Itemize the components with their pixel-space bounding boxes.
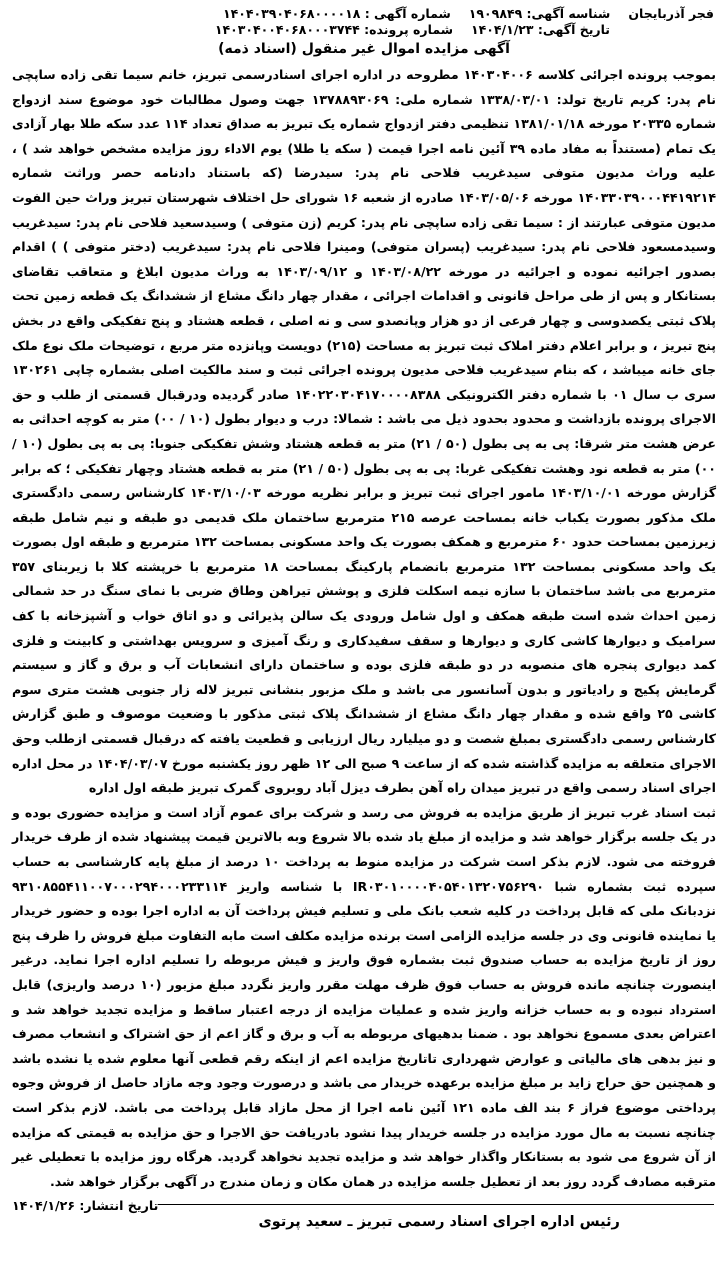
paragraph-conditions-text: ثبت اسناد غرب تبریز از طریق مزایده به فروش می رسد و شرکت برای عموم آزاد است و مزایده حضوری بوده و در یک جلسه برگزار خواهد شد و مزایده از مبلغ یاد شده بالا شروع وبه بالاترین قیمت پیشنهاد شده از طرف خریدار فروخته می شود. لازم بذکر است شرکت در مزایده منوط به پرداخت ۱۰ درصد از مبلغ پایه کارشناسی به حساب سپرده ثبت بشماره شبا IR۰۳۰۱۰۰۰۰۴۰۵۴۰۱۳۲۰۷۵۶۲۹۰ با شناسه واریز ۹۳۱۰۸۵۵۴۱۱۰۰۷۰۰۰۲۹۴۰۰۰۲۳۳۱۱۴ نزدبانک ملی که قابل پرداخت در کلیه شعب بانک ملی و تسلیم فیش پرداخت آن به اداره اجرا بوده و حضور خریدار یا نماینده قانونی وی در جلسه مزایده الزامی است برنده مزایده مکلف است مابه التفاوت مبلغ فروش را ظرف پنج روز از تاریخ مزایده به حساب صندوق ثبت بشماره فوق واریز و فیش مربوطه را تسلیم اداره اجرا نماید. درغیر اینصورت چنانچه مانده فروش به حساب فوق ظرف مهلت مقرر واریز نگردد مبلغ مزبور (۱۰ درصد واریزی) قابل استرداد نبوده و به حساب خزانه واریز شده و عملیات مزایده از درجه اعتبار ساقط و مزایده تجدید خواهد شد و اعتراض بعدی مسموع نخواهد بود . ضمنا بدهیهای مربوطه به آب و برق و گاز اعم از حق اشتراک و انشعاب مصرف و نیز بدهی های مالیاتی و عوارض شهرداری تاتاریخ مزایده اعم از اینکه رقم قطعی آنها معلوم شده یا نشده باشد و همچنین حق حراج زاید بر مبلغ مزایده برعهده خریدار می باشد و درصورت وجود وجه مازاد حاصل از فروش وجوه پرداختی موضوع فراز ۶ بند الف ماده ۱۲۱ آئین نامه اجرا از محل مازاد قابل پرداخت می باشد. لازم بذکر است چنانچه نسبت به مال مورد مزایده در جلسه خریدار پیدا نشود بادریافت حق الاجرا و حق مزایده به قیمتی که مزایده از آن شروع می شود به بستانکار واگذار خواهد شد و مزایده تجدید نخواهد گردید. هرگاه روز مزایده با تعطیلی غیر مترقبه مصادف گردد روز بعد از تعطیل جلسه مزایده در همان مکان و زمان مندرج در آگهی برگزار خواهد شد.	[12, 804, 717, 1189]
ad-number: شماره آگهی : ۱۴۰۴۰۳۹۰۴۰۶۸۰۰۰۰۱۸	[223, 6, 451, 21]
ad-date: تاریخ آگهی: ۱۴۰۴/۱/۲۳	[471, 22, 610, 37]
divider	[158, 1204, 714, 1205]
file-number: شماره پرونده: ۱۴۰۳۰۴۰۰۴۰۶۸۰۰۰۳۷۴۴	[214, 22, 453, 37]
newspaper-name: فجر آذربایجان	[628, 6, 714, 21]
notice-title: آگهی مزایده اموال غیر منقول (اسناد ذمه)	[218, 41, 510, 57]
paragraph-conditions	[12, 801, 717, 1214]
signature: رئیس اداره اجرای اسناد رسمی تبریز ـ سعید پرتوی	[258, 1214, 620, 1231]
ad-id: شناسه آگهی: ۱۹۰۹۸۴۹	[468, 6, 611, 21]
notice-header	[8, 6, 720, 38]
notice-body	[8, 63, 720, 1214]
publish-date: تاریخ انتشار: ۱۴۰۴/۱/۲۶	[12, 1198, 159, 1214]
paragraph-main: بموجب پرونده اجرائی کلاسه ۱۴۰۳۰۴۰۰۶ مطروحه در اداره اجرای اسنادرسمی تبریز، خانم سیما تقی زاده ساپچی نام پدر: کریم تاریخ تولد: ۱۳۳۸/۰۳/۰۱ شماره ملی: ۱۳۷۸۸۹۳۰۶۹ جهت وصول مطالبات خود موضوع سند ازدواج شماره ۲۰۳۳۵ مورخه ۱۳۸۱/۰۱/۱۸ تنظیمی دفتر ازدواج شماره یک تبریز به صداق تعداد ۱۱۴ عدد سکه طلا بهار آزادی یک تمام (مستنداً به مفاد ماده ۳۹ آئین نامه اجرا قیمت ( سکه یا طلا) یوم الاداء روز مزایده مشخص خواهد شد ) ، علیه وراث مدیون متوفی سیدغریب فلاحی نام پدر: سیدرضا (که باستناد دادنامه حصر وراثت شماره ۱۴۰۳۳۰۳۹۰۰۰۴۴۱۹۲۱۴ مورخه ۱۴۰۳/۰۵/۰۶ صادره از شعبه ۱۶ شورای حل اختلاف شهرستان تبریز وراث حین الفوت مدیون متوفی عبارتند از : سیما تقی زاده ساپچی نام پدر: کریم (زن متوفی ) وسیدسعید فلاحی نام پدر: سیدغریب وسیدمسعود فلاحی نام پدر: سیدغریب (پسران متوفی) ومینرا فلاحی نام پدر: سیدغریب (دختر متوفی ) ) اقدام بصدور اجرائیه نموده و اجرائیه در مورخه ۱۴۰۳/۰۸/۲۲ و ۱۴۰۳/۰۹/۱۲ به وراث مدیون ابلاغ و متعاقب تقاضای بستانکار و پس از طی مراحل قانونی و اقدامات اجرائی ، مقدار چهار دانگ مشاع از ششدانگ یک قطعه زمین تحت پلاک ثبتی یکصدوسی و چهار فرعی از دو هزار وپانصدو سی و نه اصلی ، قطعه هشتاد و پنج تفکیکی واقع در بخش پنج تبریز ، و برابر اعلام دفتر املاک ثبت تبریز به مساحت (۲۱۵) دویست وپانزده متر مربع ، توضیحات ملک نوع ملک جای خانه میباشد ، که بنام سیدغریب فلاحی مدیون پرونده اجرائی ثبت و سند مالکیت اصلی بشماره چاپی ۱۳۰۲۶۱ سری ب سال ۰۱ با شماره دفتر الکترونیکی ۱۴۰۲۲۰۳۰۴۱۷۰۰۰۰۸۳۸۸ صادر گردیده ودرقبال قسمتی از طلب و حق الاجرای پرونده بازداشت و محدود بحدود ذیل می باشد : شمالا: درب و دیوار بطول (۱۰ / ۰۰) متر به کوچه احداثی به عرض هشت متر شرقا: پی به پی بطول (۵۰ / ۲۱) متر به قطعه هشتاد وشش تفکیکی جنوبا: پی به پی بطول (۱۰ / ۰۰) متر به قطعه نود وهشت تفکیکی غربا: پی به پی بطول (۵۰ / ۲۱) متر به قطعه هشتاد وچهار تفکیکی ؛ که برابر گزارش مورخه ۱۴۰۳/۱۰/۰۱ مامور اجرای ثبت تبریز و برابر نظریه مورخه ۱۴۰۳/۱۰/۰۳ کارشناس رسمی دادگستری ملک مذکور بصورت یکباب خانه بمساحت عرصه ۲۱۵ مترمربع ساختمان ملک قدیمی دو طبقه و نیم شامل طبقه زیرزمین بمساحت حدود ۶۰ مترمربع و همکف بصورت یک واحد مسکونی بمساحت ۱۳۲ مترمربع و طبقه اول بصورت یک واحد مسکونی بمساحت ۱۳۲ مترمربع بانضمام پارکینگ بمساحت ۱۸ مترمربع با خرپشته کلا با زیربنای ۳۵۷ مترمربع می باشد ساختمان با سازه نیمه اسکلت فلزی و پوشش تیراهن وطاق ضربی با نمای سنگ در حد شمالی زمین احداث شده است طبقه همکف و اول شامل ورودی یک سالن پذیرائی و دو اتاق خواب و آشپزخانه با کف سرامیک و دیوارها کاشی کاری و دیوارها و سقف سفیدکاری و رنگ آمیزی و سرویس بهداشتی و کابینت و فلزی کمد دیواری پنجره های منصوبه در دو طبقه فلزی بوده و ساختمان دارای انشعابات آب و برق و گاز و سیستم گرمایش پکیج و رادیاتور و بدون آسانسور می باشد و ملک مزبور بنشانی تبریز لاله زار جنوبی هشت متری سوم کاشی ۲۵ واقع شده و مقدار چهار دانگ مشاع از ششدانگ پلاک ثبتی مذکور با وضعیت موصوف و طبق گزارش کارشناس رسمی دادگستری بمبلغ شصت و دو میلیارد ریال ارزیابی و قطعیت یافته که درقبال قسمتی ازطلب وحق الاجرای متعلقه به مزایده گذاشته شده که از ساعت ۹ صبح الی ۱۲ ظهر روز یکشنبه مورخ ۱۴۰۴/۰۳/۰۷ در محل اداره اجرای اسناد رسمی واقع در تبریز میدان راه آهن بطرف دیزل آباد روبروی گمرک تبریز طبقه اول اداره	[12, 67, 717, 796]
